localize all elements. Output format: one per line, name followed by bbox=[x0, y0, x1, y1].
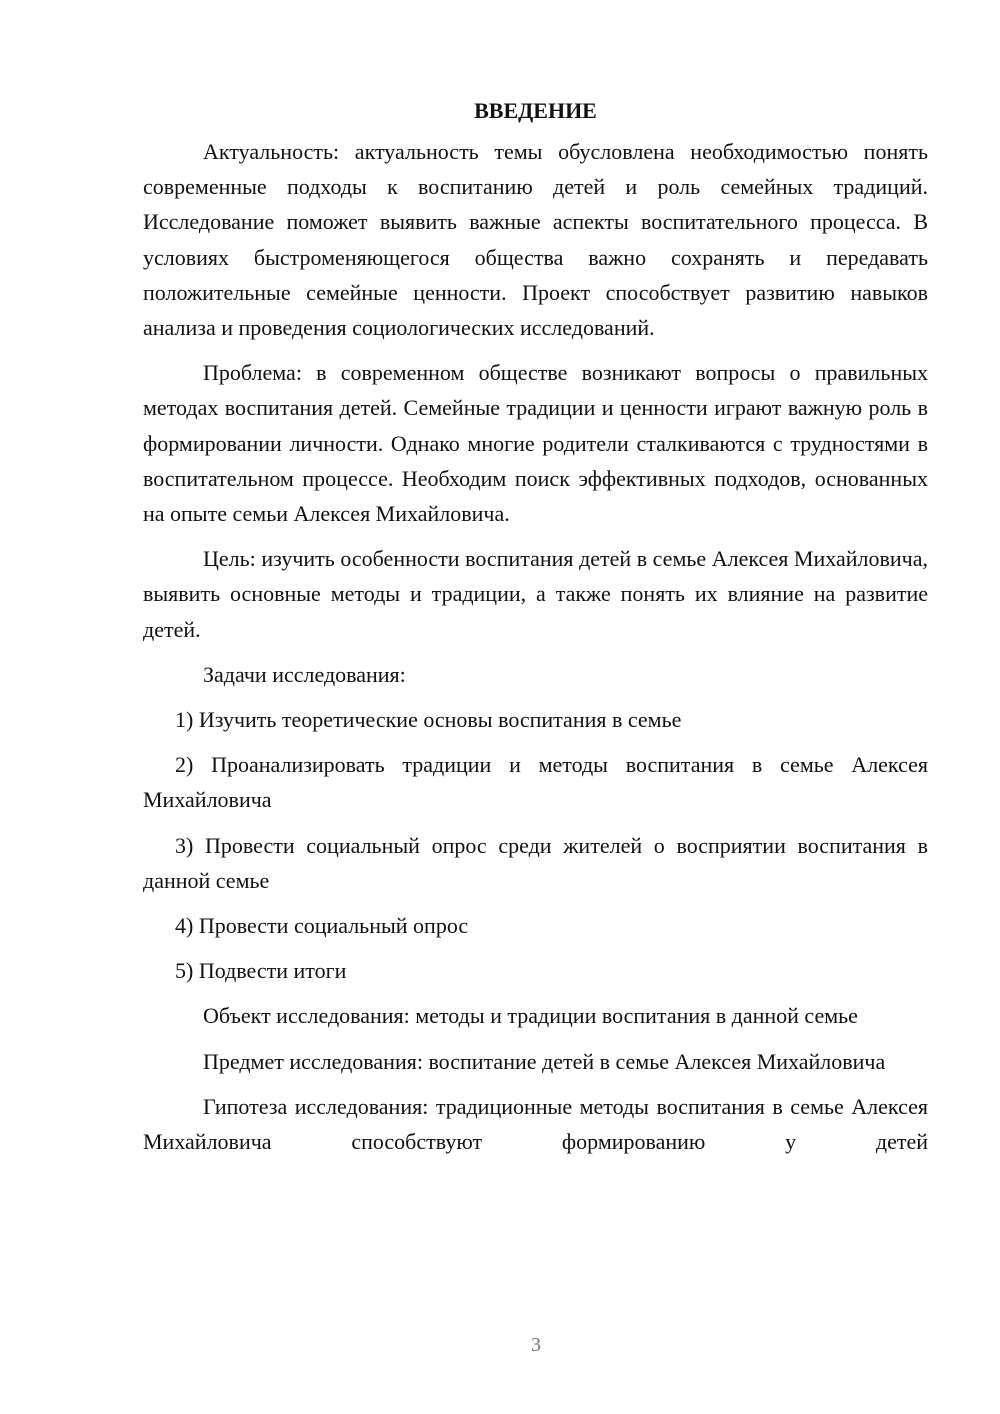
task-item: 3) Провести социальный опрос среди жителей о восприятии воспитания в данной семье bbox=[143, 832, 928, 893]
task-item: 1) Изучить теоретические основы воспитания в семье bbox=[175, 707, 682, 733]
document-body bbox=[143, 96, 928, 1169]
paragraph-subject: Предмет исследования: воспитание детей в семье Алексея Михайловича bbox=[203, 1048, 886, 1074]
task-item: 2) Проанализировать традиции и методы воспитания в семье Алексея Михайловича bbox=[143, 752, 928, 813]
paragraph-object: Объект исследования: методы и традиции воспитания в данной семье bbox=[203, 1003, 858, 1029]
section-title: ВВЕДЕНИЕ bbox=[474, 98, 597, 123]
paragraph-hypothesis: Гипотеза исследования: традиционные методы воспитания в семье Алексея Михайловича способствуют формированию у детей bbox=[143, 1093, 928, 1155]
tasks-heading: Задачи исследования: bbox=[203, 661, 406, 687]
page-number: 3 bbox=[531, 1334, 541, 1356]
task-item: 5) Подвести итоги bbox=[175, 958, 347, 984]
paragraph-problem: Проблема: в современном обществе возникают вопросы о правильных методах воспитания детей. Семейные традиции и ценности играют важную роль в формировании личности. Однако многие родители сталкиваются с трудностями в воспитательном процессе. Необходим поиск эффективных подходов, основанных на опыте семьи Алексея Михайловича. bbox=[143, 360, 928, 527]
paragraph-relevance: Актуальность: актуальность темы обусловлена необходимостью понять современные подходы к воспитанию детей и роль семейных традиций. Исследование поможет выявить важные аспекты воспитательного процесса. В условиях быстроменяющегося общества важно сохранять и передавать положительные семейные ценности. Проект способствует развитию навыков анализа и проведения социологических исследований. bbox=[143, 139, 928, 341]
paragraph-goal: Цель: изучить особенности воспитания детей в семье Алексея Михайловича, выявить основные методы и традиции, а также понять их влияние на развитие детей. bbox=[143, 546, 928, 642]
task-item: 4) Провести социальный опрос bbox=[175, 913, 469, 939]
